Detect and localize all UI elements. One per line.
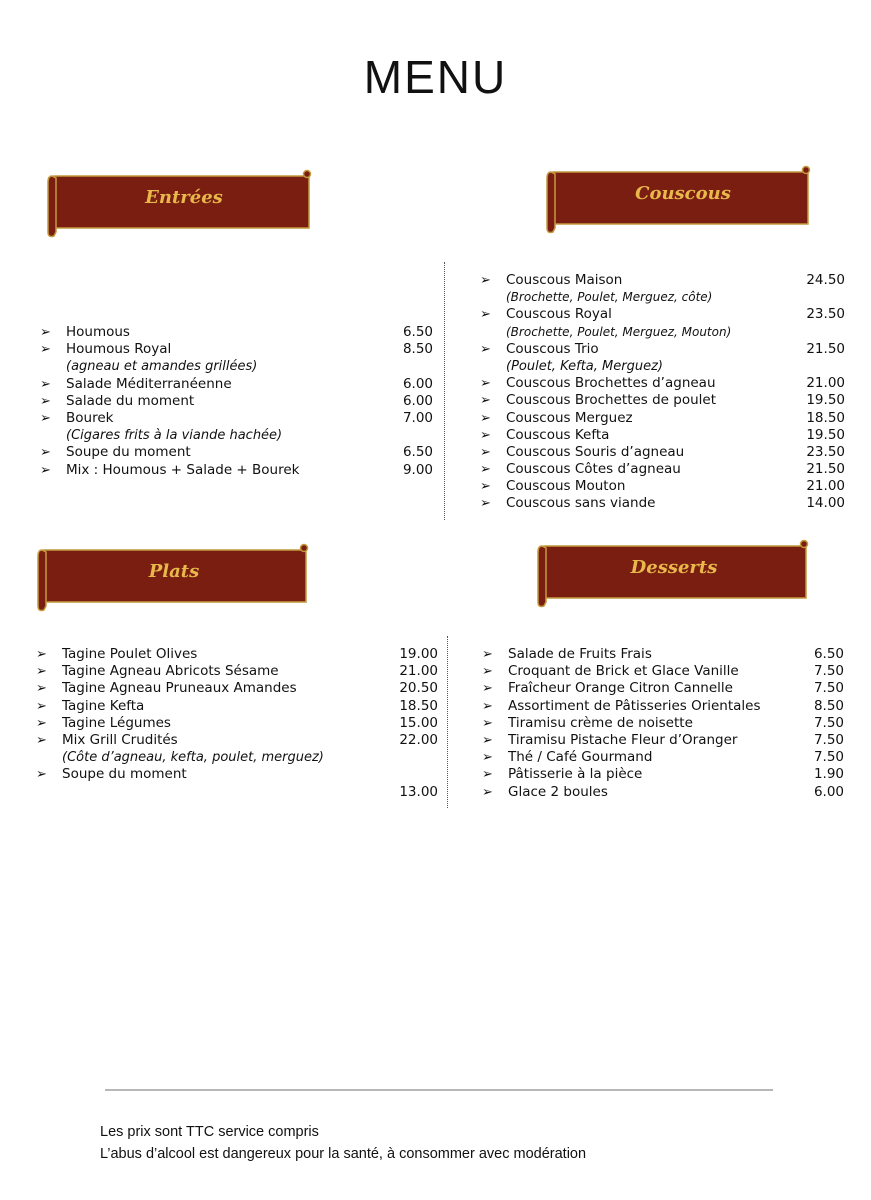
list-item: ➢ Soupe du moment 6.50 [40,444,433,461]
desserts-banner [536,536,804,600]
list-item: ➢ Couscous Merguez 18.50 [480,409,845,426]
list-item: ➢ Couscous Brochettes de poulet 19.50 [480,392,845,409]
entrees-heading: Entrées [145,186,223,208]
desserts-heading: Desserts [630,556,718,578]
menu-title: MENU [363,51,508,103]
arrow-bullet-icon: ➢ [36,647,47,662]
list-item: ➢ Couscous Mouton 21.00 [480,478,845,495]
plats-list [36,646,438,801]
arrow-bullet-icon: ➢ [480,410,491,426]
arrow-bullet-icon: ➢ [480,496,491,512]
arrow-bullet-icon: ➢ [482,664,493,680]
entrees-banner [46,166,314,230]
item-description: (Poulet, Kefta, Merguez) [506,358,663,374]
arrow-bullet-icon: ➢ [482,750,493,766]
plats-heading: Plats [148,560,200,582]
list-item: ➢ Soupe du moment [36,766,187,783]
list-item: ➢ Tagine Légumes 15.00 [36,714,438,731]
arrow-bullet-icon: ➢ [482,732,493,748]
arrow-bullet-icon: ➢ [36,732,47,748]
arrow-bullet-icon: ➢ [40,393,51,409]
arrow-bullet-icon: ➢ [36,698,47,714]
list-item: ➢ Tagine Poulet Olives 19.00 [36,646,438,662]
list-item: ➢ Thé / Café Gourmand 7.50 [482,749,844,766]
couscous-heading: Couscous [635,182,731,204]
list-item: ➢ Couscous Kefta 19.50 [480,426,845,443]
item-description: (Côte d’agneau, kefta, poulet, merguez) [62,750,324,766]
arrow-bullet-icon: ➢ [40,410,51,426]
arrow-bullet-icon: ➢ [480,479,491,495]
arrow-bullet-icon: ➢ [480,462,491,478]
list-item: ➢ Tagine Agneau Abricots Sésame 21.00 [36,663,438,680]
list-item: ➢ Fraîcheur Orange Citron Cannelle 7.50 [482,680,844,697]
arrow-bullet-icon: ➢ [480,444,491,460]
arrow-bullet-icon: ➢ [482,647,493,662]
arrow-bullet-icon: ➢ [480,376,491,392]
list-item: ➢ Pâtisserie à la pièce 1.90 [482,766,844,783]
item-description: (Brochette, Poulet, Merguez, côte) [506,290,713,305]
list-item: ➢ Couscous Maison 24.50 [480,272,845,288]
column-divider [447,636,448,808]
arrow-bullet-icon: ➢ [482,698,493,714]
list-item: ➢ Tagine Kefta 18.50 [36,697,438,714]
list-item: ➢ Couscous Royal 23.50 [480,306,845,323]
couscous-banner [545,162,813,226]
arrow-bullet-icon: ➢ [40,462,51,478]
list-item: ➢ Couscous Côtes d’agneau 21.50 [480,461,845,478]
footer-note-prices: Les prix sont TTC service compris [100,1124,319,1140]
list-item: ➢ Tiramisu crème de noisette 7.50 [482,714,844,731]
plats-banner [36,540,304,604]
list-item: ➢ Salade de Fruits Frais 6.50 [482,646,844,662]
arrow-bullet-icon: ➢ [480,307,491,323]
arrow-bullet-icon: ➢ [36,715,47,731]
list-item: ➢ Houmous Royal 8.50 [40,341,433,358]
desserts-list [482,646,844,801]
entrees-list [40,324,433,479]
arrow-bullet-icon: ➢ [480,341,491,357]
column-divider [444,262,445,520]
list-item: ➢ Couscous Trio 21.50 [480,340,845,357]
footer-note-alcohol: L’abus d’alcool est dangereux pour la santé, à consommer avec modération [100,1146,587,1162]
list-item: ➢ Salade Méditerranéenne 6.00 [40,375,433,392]
arrow-bullet-icon: ➢ [482,784,493,800]
arrow-bullet-icon: ➢ [482,681,493,697]
item-description: (Brochette, Poulet, Merguez, Mouton) [506,324,732,339]
arrow-bullet-icon: ➢ [36,767,47,783]
arrow-bullet-icon: ➢ [40,325,51,340]
arrow-bullet-icon: ➢ [480,427,491,443]
list-item: ➢ Salade du moment 6.00 [40,392,433,409]
footer-rule [105,1089,773,1091]
arrow-bullet-icon: ➢ [480,393,491,409]
list-item: ➢ Croquant de Brick et Glace Vanille 7.50 [482,663,844,680]
arrow-bullet-icon: ➢ [36,681,47,697]
list-item: ➢ Houmous 6.50 [40,324,433,340]
list-item: ➢ Couscous Brochettes d’agneau 21.00 [480,375,845,392]
list-item: ➢ Couscous sans viande 14.00 [480,495,845,512]
arrow-bullet-icon: ➢ [482,767,493,783]
arrow-bullet-icon: ➢ [40,376,51,392]
arrow-bullet-icon: ➢ [40,445,51,461]
list-item: ➢ Mix : Houmous + Salade + Bourek 9.00 [40,461,433,478]
list-item: ➢ Assortiment de Pâtisseries Orientales 8.50 [482,697,844,714]
couscous-list [480,272,845,513]
item-description: (agneau et amandes grillées) [66,359,258,375]
list-item: ➢ Tagine Agneau Pruneaux Amandes 20.50 [36,680,438,697]
list-item: ➢ Bourek 7.00 [40,409,433,426]
arrow-bullet-icon: ➢ [36,664,47,680]
arrow-bullet-icon: ➢ [480,273,491,288]
list-item: ➢ Mix Grill Crudités 22.00 [36,731,438,748]
list-item: ➢ Glace 2 boules 6.00 [482,783,844,800]
item-description: (Cigares frits à la viande hachée) [66,428,283,444]
list-item-price: 13.00 [399,783,438,800]
arrow-bullet-icon: ➢ [482,715,493,731]
list-item: ➢ Couscous Souris d’agneau 23.50 [480,443,845,460]
arrow-bullet-icon: ➢ [40,342,51,358]
list-item: ➢ Tiramisu Pistache Fleur d’Oranger 7.50 [482,731,844,748]
